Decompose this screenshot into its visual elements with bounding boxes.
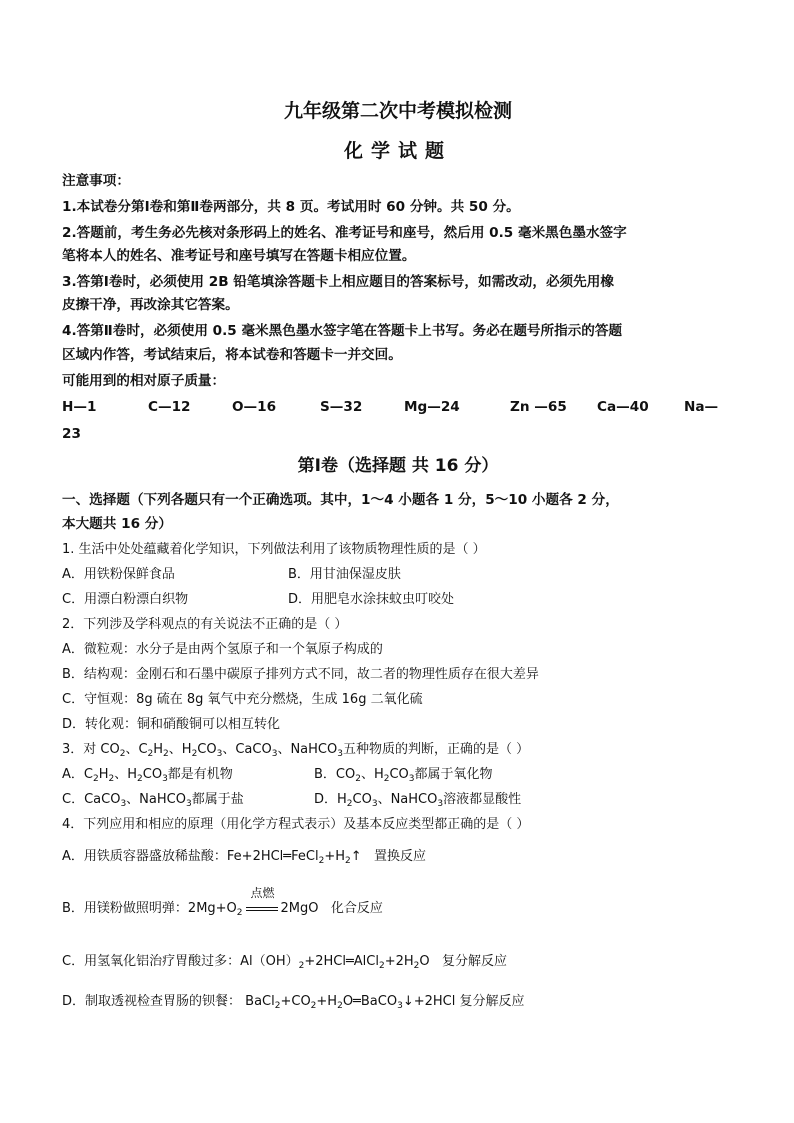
mass-s: S—32 [320, 399, 363, 415]
q4-c-equation: $Al(OH)_2+2HCl═AlCl_2+2H_2O$ [240, 954, 430, 971]
notice-line-7: 区域内作答，考试结束后，将本试卷和答题卡一并交回。 [62, 347, 402, 363]
q4-a-equation: $Fe+2HCl═FeCl_2+H_2↑$ [226, 849, 362, 866]
q4-d-equation: $BaCl_2+CO_2+H_2O═BaCO_3↓+2HCl$ [245, 994, 456, 1011]
mass-zn: Zn —65 [510, 399, 567, 415]
q3-option-a: A．$C_2H_2$、$H_2CO_3$都是有机物 [62, 767, 233, 784]
q3-option-c: C．CaCO$_3$、NaHCO$_3$都属于盐 [62, 792, 244, 809]
q4-option-d: D．制取透视检查胃肠的钡餐： $BaCl_2+CO_2+H_2O═BaCO_3↓+2HCl$ 复分解反应 [62, 994, 525, 1011]
mass-na: Na— [684, 399, 719, 415]
q2-option-b: B．结构观：金刚石和石墨中碳原子排列方式不同，故二者的物理性质存在很大差异 [62, 667, 539, 682]
part1-title: 第Ⅰ卷（选择题 共 16 分） [297, 456, 499, 476]
q4-stem: 4．下列应用和相应的原理（用化学方程式表示）及基本反应类型都正确的是（ ） [62, 817, 530, 832]
mass-na-value: 23 [62, 426, 81, 442]
q2-option-d: D．转化观：铜和硝酸铜可以相互转化 [62, 717, 281, 732]
q1-option-c: C．用漂白粉漂白织物 [62, 592, 189, 607]
q4-option-a: A．用铁质容器盛放稀盐酸：$Fe+2HCl═FeCl_2+H_2↑$ 置换反应 [62, 849, 427, 866]
notice-line-4: 3.答第Ⅰ卷时，必须使用 2B 铅笔填涂答题卡上相应题目的答案标号，如需改动，必须先用橡 [62, 274, 614, 290]
q1-option-a: A．用铁粉保鲜食品 [62, 567, 175, 582]
notice-line-5: 皮擦干净，再改涂其它答案。 [62, 297, 239, 313]
mass-heading: 可能用到的相对原子质量： [62, 373, 226, 389]
mass-c: C—12 [148, 399, 191, 415]
section1-heading: 一、选择题（下列各题只有一个正确选项。其中，1～4 小题各 1 分，5～10 小题各 2 分， [62, 492, 619, 508]
q1-option-b: B．用甘油保湿皮肤 [288, 567, 401, 582]
notice-line-6: 4.答第Ⅱ卷时，必须使用 0.5 毫米黑色墨水签字笔在答题卡上书写。务必在题号所指示的答题 [62, 323, 623, 339]
mass-o: O—16 [232, 399, 277, 415]
q4-b-equation: $2Mg+O_2$ 点燃 2MgO [187, 886, 319, 918]
atomic-mass-row [62, 399, 742, 417]
q2-stem: 2．下列涉及学科观点的有关说法不正确的是（ ） [62, 617, 348, 632]
q1-stem: 1. 生活中处处蕴藏着化学知识，下列做法利用了该物质物理性质的是（ ） [62, 542, 486, 557]
q2-option-c: C．守恒观：8g 硫在 8g 氧气中充分燃烧，生成 16g 二氧化硫 [62, 692, 423, 707]
notice-line-2: 2.答题前，考生务必先核对条形码上的姓名、准考证号和座号，然后用 0.5 毫米黑色墨水签字 [62, 225, 627, 241]
q2-option-a: A．微粒观：水分子是由两个氢原子和一个氧原子构成的 [62, 642, 383, 657]
q1-option-d: D．用肥皂水涂抹蚊虫叮咬处 [288, 592, 455, 607]
q3-option-d: D．$H_2CO_3$、NaHCO$_3$溶液都显酸性 [314, 792, 522, 809]
notice-line-1: 1.本试卷分第Ⅰ卷和第Ⅱ卷两部分，共 8 页。考试用时 60 分钟。共 50 分。 [62, 199, 520, 215]
q3-stem: 3．对 $CO_2$、$C_2H_2$、$H_2CO_3$、CaCO$_3$、NaHCO$_3$五种物质的判断，正确的是（ ） [62, 742, 530, 759]
exam-title: 九年级第二次中考模拟检测 [283, 100, 512, 122]
mass-h: H—1 [62, 399, 97, 415]
mass-mg: Mg—24 [404, 399, 460, 415]
q4-option-c: C．用氢氧化铝治疗胃酸过多：$Al(OH)_2+2HCl═AlCl_2+2H_2O$ 复分解反应 [62, 954, 508, 971]
q4-option-b: B．用镁粉做照明弹：$2Mg+O_2$ 点燃 2MgO 化合反应 [62, 886, 383, 918]
notice-heading: 注意事项： [62, 173, 130, 189]
mass-ca: Ca—40 [597, 399, 649, 415]
q3-option-b: B．$CO_2$、$H_2CO_3$都属于氧化物 [314, 767, 493, 784]
section1-heading-cont: 本大题共 16 分） [62, 516, 172, 532]
notice-line-3: 笔将本人的姓名、准考证号和座号填写在答题卡相应位置。 [62, 248, 416, 264]
ignite-condition: 点燃 [250, 886, 275, 900]
subject-title: 化学试题 [343, 140, 452, 162]
